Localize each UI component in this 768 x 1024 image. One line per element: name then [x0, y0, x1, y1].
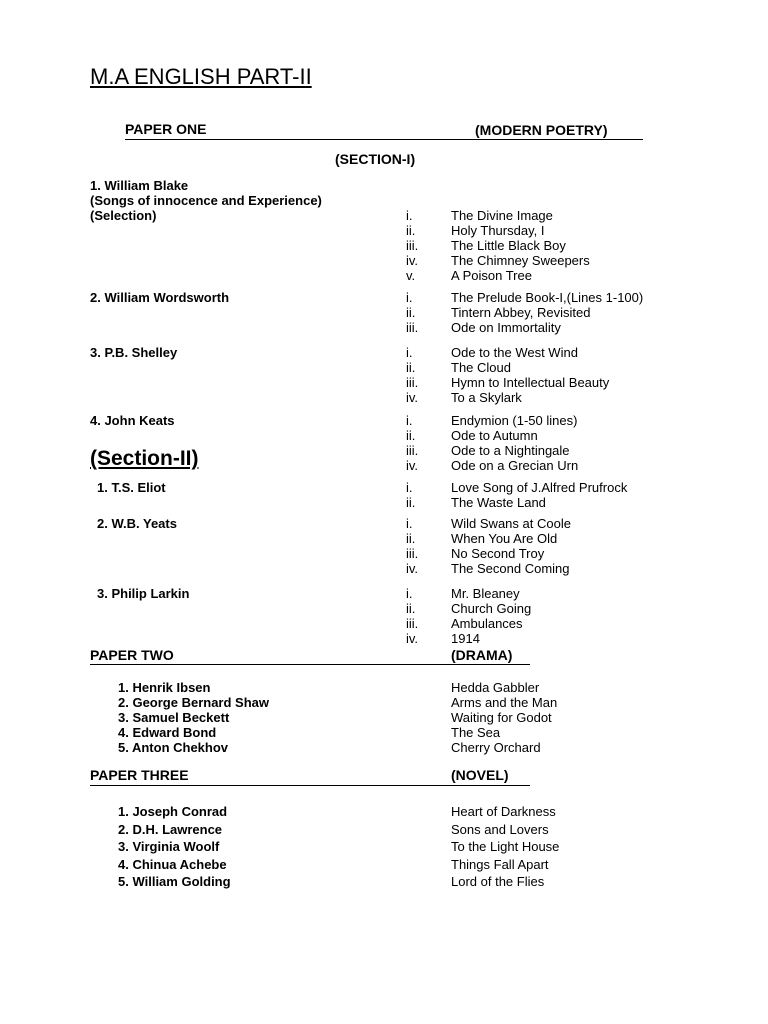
roman-numeral: iii. [406, 546, 419, 561]
roman-numeral: ii. [406, 305, 416, 320]
author-name: 3. Samuel Beckett [118, 710, 230, 725]
work-title: Sons and Lovers [451, 821, 549, 837]
roman-numeral: i. [406, 480, 413, 495]
author-name: 1. Henrik Ibsen [118, 680, 211, 695]
work-list-item [406, 546, 706, 561]
work-title: The Sea [451, 725, 501, 740]
roman-numeral: ii. [406, 223, 416, 238]
work-title: Ambulances [451, 616, 523, 631]
roman-numeral: iv. [406, 561, 419, 576]
work-title: The Divine Image [451, 208, 553, 223]
roman-numeral: iv. [406, 631, 419, 646]
paper-three-subject: (NOVEL) [451, 767, 509, 783]
work-list-item [406, 320, 706, 335]
work-list-item [406, 208, 706, 223]
work-title: Ode to the West Wind [451, 345, 578, 360]
roman-numeral: iv. [406, 458, 419, 473]
poet-shelley: 3. P.B. Shelley [90, 345, 178, 360]
work-list-item [406, 458, 706, 473]
roman-numeral: ii. [406, 360, 416, 375]
roman-numeral: i. [406, 516, 413, 531]
poet-yeats: 2. W.B. Yeats [97, 516, 177, 531]
work-list-item [406, 601, 706, 616]
roman-numeral: ii. [406, 531, 416, 546]
work-title: The Prelude Book-I,(Lines 1-100) [451, 290, 644, 305]
work-list-item [406, 443, 706, 458]
work-list-item [406, 253, 706, 268]
work-list-item [406, 561, 706, 576]
author-name: 5. William Golding [118, 874, 231, 889]
poet-blake-note: (Songs of innocence and Experience) [90, 193, 322, 208]
work-list-item [406, 305, 706, 320]
work-list-item [406, 480, 706, 495]
roman-numeral: iii. [406, 443, 419, 458]
author-name: 4. Chinua Achebe [118, 856, 227, 872]
roman-numeral: i. [406, 586, 413, 601]
work-list-item [406, 516, 706, 531]
author-name: 1. Joseph Conrad [118, 804, 228, 819]
work-title: Cherry Orchard [451, 740, 541, 755]
paper-one-label: PAPER ONE [125, 121, 207, 137]
work-title: To a Skylark [451, 390, 522, 405]
work-list-item [406, 345, 706, 360]
work-list-item [406, 495, 706, 510]
roman-numeral: v. [406, 268, 416, 283]
roman-numeral: i. [406, 290, 413, 305]
work-list-item [406, 238, 706, 253]
work-list-item [406, 290, 706, 305]
section-one-heading: (SECTION-I) [335, 151, 416, 167]
roman-numeral: i. [406, 208, 413, 223]
page-title: M.A ENGLISH PART-II [90, 64, 312, 89]
work-title: The Cloud [451, 360, 511, 375]
paper-two-subject: (DRAMA) [451, 647, 513, 663]
work-title: When You Are Old [451, 531, 558, 546]
work-title: Heart of Darkness [451, 804, 556, 819]
work-title: Ode on a Grecian Urn [451, 458, 579, 473]
author-name: 4. Edward Bond [118, 725, 217, 740]
author-name: 3. Virginia Woolf [118, 839, 220, 854]
poet-blake-selection: (Selection) [90, 208, 157, 223]
poet-keats: 4. John Keats [90, 413, 175, 428]
work-title: Ode to a Nightingale [451, 443, 570, 458]
work-title: Mr. Bleaney [451, 586, 520, 601]
roman-numeral: i. [406, 345, 413, 360]
author-name: 2. George Bernard Shaw [118, 695, 269, 710]
work-title: Holy Thursday, I [451, 223, 545, 238]
work-title: 1914 [451, 631, 480, 646]
work-title: Tintern Abbey, Revisited [451, 305, 591, 320]
work-title: Arms and the Man [451, 695, 558, 710]
work-title: The Waste Land [451, 495, 546, 510]
work-title: The Chimney Sweepers [451, 253, 590, 268]
poet-wordsworth: 2. William Wordsworth [90, 290, 230, 305]
poet-blake: 1. William Blake [90, 178, 189, 193]
work-list-item [406, 413, 706, 428]
work-list-item [406, 631, 706, 646]
work-title: The Second Coming [451, 561, 570, 576]
paper-one-rule [125, 139, 643, 140]
work-title: Hedda Gabbler [451, 680, 540, 695]
work-title: Hymn to Intellectual Beauty [451, 375, 610, 390]
roman-numeral: i. [406, 413, 413, 428]
work-list-item [406, 531, 706, 546]
roman-numeral: iv. [406, 390, 419, 405]
roman-numeral: iii. [406, 375, 419, 390]
roman-numeral: iii. [406, 320, 419, 335]
roman-numeral: iii. [406, 616, 419, 631]
work-title: Ode to Autumn [451, 428, 538, 443]
paper-three-rule [90, 785, 530, 786]
work-list-item [406, 360, 706, 375]
work-list-item [406, 428, 706, 443]
work-title: Ode on Immortality [451, 320, 561, 335]
work-title: Wild Swans at Coole [451, 516, 571, 531]
work-title: Endymion (1-50 lines) [451, 413, 578, 428]
work-title: The Little Black Boy [451, 238, 566, 253]
poet-eliot: 1. T.S. Eliot [97, 480, 166, 495]
paper-three-label: PAPER THREE [90, 767, 189, 783]
roman-numeral: iv. [406, 253, 419, 268]
work-list-item [406, 268, 706, 283]
author-name: 2. D.H. Lawrence [118, 821, 223, 837]
author-name: 5. Anton Chekhov [118, 740, 229, 755]
paper-one-subject: (MODERN POETRY) [475, 122, 608, 138]
work-title: Things Fall Apart [451, 856, 549, 872]
paper-two-label: PAPER TWO [90, 647, 174, 663]
work-title: Church Going [451, 601, 532, 616]
work-title: Love Song of J.Alfred Prufrock [451, 480, 628, 495]
work-title: To the Light House [451, 839, 560, 854]
paper-two-rule [90, 664, 530, 665]
work-title: A Poison Tree [451, 268, 532, 283]
roman-numeral: ii. [406, 428, 416, 443]
roman-numeral: ii. [406, 601, 416, 616]
roman-numeral: ii. [406, 495, 416, 510]
section-two-heading: (Section-II) [90, 447, 199, 470]
work-list-item [406, 616, 706, 631]
work-title: Waiting for Godot [451, 710, 552, 725]
work-title: Lord of the Flies [451, 874, 545, 889]
work-list-item [406, 390, 706, 405]
work-list-item [406, 586, 706, 601]
work-title: No Second Troy [451, 546, 545, 561]
poet-larkin: 3. Philip Larkin [97, 586, 190, 601]
roman-numeral: iii. [406, 238, 419, 253]
work-list-item [406, 375, 706, 390]
work-list-item [406, 223, 706, 238]
